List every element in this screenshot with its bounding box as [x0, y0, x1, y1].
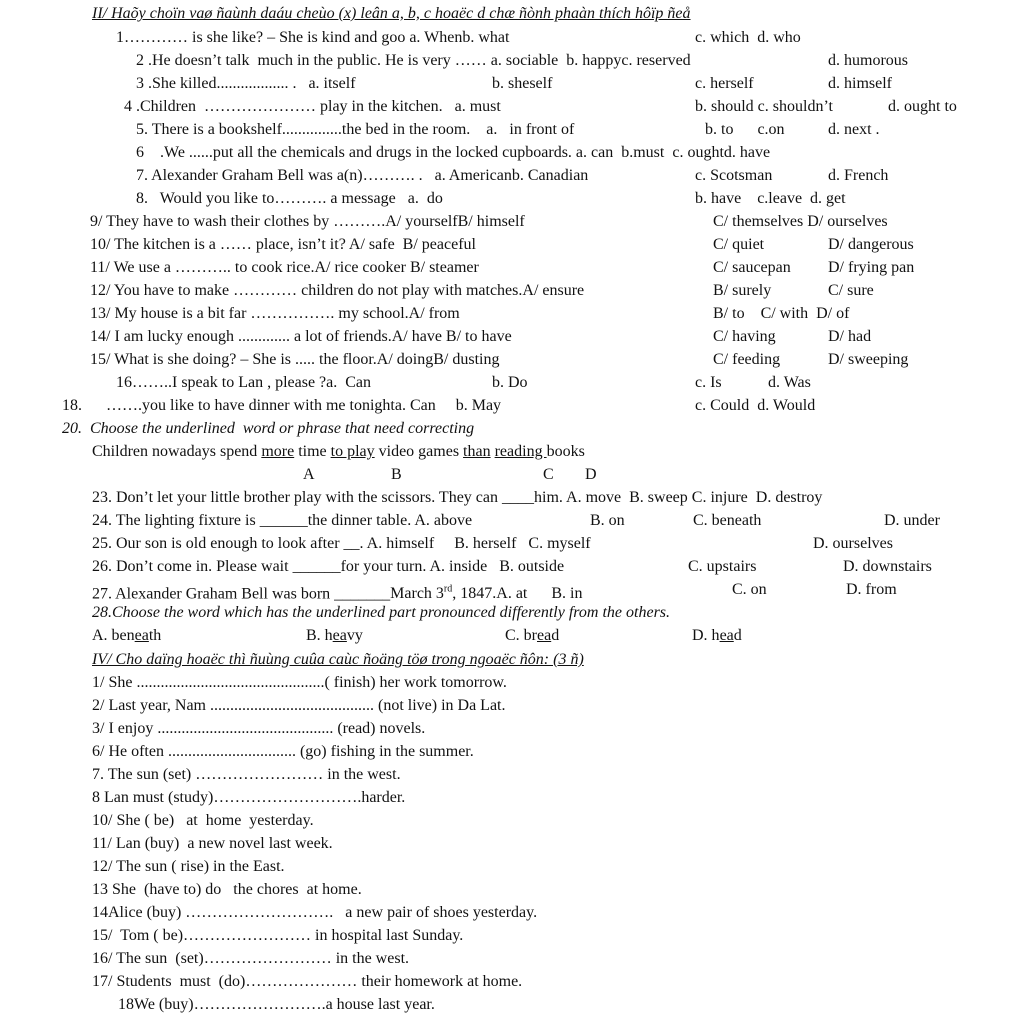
- question-stem: 23. Don’t let your little brother play with the scissors. They can: [92, 489, 502, 506]
- q28-text: d: [551, 627, 560, 644]
- verb-exercise: 1/ She ...............................................( finish) her work tomorrow.: [92, 674, 507, 691]
- question-option-d: D/ dangerous: [828, 236, 914, 253]
- question-stem: 15/ What is she doing? – She is ..... the floor.A/ doingB/ dusting: [90, 351, 500, 368]
- question-option-b: b. Do: [492, 374, 528, 391]
- question-stem: 11/ We use a ……….. to cook rice.A/ rice cooker B/ steamer: [90, 259, 479, 276]
- q20-underlined-a: more: [261, 443, 295, 460]
- answer-blank: __: [343, 535, 360, 552]
- question-option-c: C/ saucepan: [713, 259, 791, 276]
- question-stem: 10/ The kitchen is a …… place, isn’t it? A/ safe B/ peaceful: [90, 236, 476, 253]
- question-line: [92, 534, 591, 554]
- q28-text: th: [148, 627, 162, 644]
- question-option-d: D. ourselves: [813, 535, 893, 552]
- verb-exercise: 2/ Last year, Nam ......................................... (not live) in Da Lat.: [92, 697, 506, 714]
- verb-exercise: 12/ The sun ( rise) in the East.: [92, 858, 285, 875]
- question-option-c: B/ to C/ with D/ of: [713, 305, 850, 322]
- section-title: II/ Haõy choïn vaø ñaùnh daáu cheùo (x) leân a, b, c hoaëc d chæ ñònh phaàn thích hôïp ñeå: [92, 5, 691, 22]
- verb-exercise: 14Alice (buy) ………………………. a new pair of shoes yesterday.: [92, 904, 538, 921]
- question-options: for your turn. A. inside B. outside: [340, 558, 565, 575]
- question-option-d: D/ sweeping: [828, 351, 909, 368]
- q28-option-a: [92, 626, 161, 646]
- question-option-c: C. beneath: [693, 512, 762, 529]
- question-stem: 25. Our son is old enough to look after: [92, 535, 344, 552]
- question-option-c: C. upstairs: [688, 558, 757, 575]
- q28-heading: 28.Choose the word which has the underlined part pronounced differently from the others.: [92, 604, 671, 621]
- question-option-c: C/ quiet: [713, 236, 765, 253]
- q28-text: d: [733, 627, 742, 644]
- question-option-c: c. Scotsman: [695, 167, 773, 184]
- question-stem: 4 .Children ………………… play in the kitchen. a. must: [124, 98, 501, 115]
- q28-underlined: ea: [332, 627, 347, 644]
- question-option-d: D. under: [884, 512, 940, 529]
- question-stem: 6 .We ......put all the chemicals and drugs in the locked cupboards. a. can b.must c. oughtd. have: [136, 144, 771, 161]
- verb-exercise: 16/ The sun (set)…………………… in the west.: [92, 950, 410, 967]
- q20-text: Children nowadays spend: [92, 443, 262, 460]
- q20-label-c: C: [543, 466, 554, 483]
- question-stem: 24. The lighting fixture is: [92, 512, 260, 529]
- verb-exercise: 18We (buy)…………………….a house last year.: [118, 996, 435, 1013]
- question-line: [92, 488, 822, 508]
- question-stem: 9/ They have to wash their clothes by ……….A/ yourselfB/ himself: [90, 213, 525, 230]
- question-option-c: b. to c.on: [705, 121, 785, 138]
- question-line: [92, 511, 472, 531]
- verb-exercise: 13 She (have to) do the chores at home.: [92, 881, 362, 898]
- question-options: d. humorous: [828, 52, 908, 69]
- question-option-d: d. French: [828, 167, 889, 184]
- question-line: [92, 557, 564, 577]
- verb-exercise: 3/ I enjoy ............................................ (read) novels.: [92, 720, 426, 737]
- question-stem: 26. Don’t come in. Please wait: [92, 558, 293, 575]
- q28-option-b: [306, 626, 363, 646]
- question-options: the dinner table. A. above: [307, 512, 473, 529]
- question-option-d: d. himself: [828, 75, 892, 92]
- question-options: March 3rd, 1847.A. at B. in: [390, 584, 583, 603]
- q20-label-d: D: [585, 466, 597, 483]
- verb-exercise: 11/ Lan (buy) a new novel last week.: [92, 835, 333, 852]
- question-stem: 14/ I am lucky enough ............. a lot of friends.A/ have B/ to have: [90, 328, 512, 345]
- question-option-d: D. from: [846, 581, 897, 598]
- q20-heading: 20. Choose the underlined word or phrase that need correcting: [62, 420, 475, 437]
- verb-exercise: 17/ Students must (do)………………… their homework at home.: [92, 973, 523, 990]
- question-stem: 8. Would you like to………. a message a. do: [136, 190, 443, 207]
- question-option-d: C/ sure: [828, 282, 874, 299]
- q20-sentence: [92, 442, 585, 462]
- question-line: [92, 580, 583, 603]
- question-option-c: c. herself: [695, 75, 754, 92]
- q20-label-b: B: [391, 466, 402, 483]
- question-stem: 5. There is a bookshelf...............the bed in the room. a. in front of: [136, 121, 575, 138]
- verb-exercise: 6/ He often ................................ (go) fishing in the summer.: [92, 743, 474, 760]
- answer-blank: ______: [259, 512, 308, 529]
- question-option-d: d. Was: [768, 374, 811, 391]
- question-options: c. which d. who: [695, 29, 801, 46]
- question-stem: 1………… is she like? – She is kind and goo a. Whenb. what: [116, 29, 510, 46]
- question-option-b: b. sheself: [492, 75, 553, 92]
- question-option-b: B. on: [590, 512, 625, 529]
- verb-exercise: 15/ Tom ( be)…………………… in hospital last Sunday.: [92, 927, 464, 944]
- question-stem: 7. Alexander Graham Bell was a(n)………. . a. Americanb. Canadian: [136, 167, 589, 184]
- question-option-c: C/ having: [713, 328, 776, 345]
- question-option-c: c. Could d. Would: [695, 397, 816, 414]
- question-options: . A. himself B. herself C. myself: [359, 535, 591, 552]
- question-option-c: C/ themselves D/ ourselves: [713, 213, 888, 230]
- q28-text: C. br: [505, 627, 537, 644]
- question-option-d: D. downstairs: [843, 558, 932, 575]
- q28-text: vy: [346, 627, 363, 644]
- question-option-d: d. next .: [828, 121, 880, 138]
- q20-underlined-c: than: [463, 443, 491, 460]
- q28-text: A. ben: [92, 627, 135, 644]
- q28-underlined: ea: [134, 627, 149, 644]
- question-option-d: D/ had: [828, 328, 872, 345]
- question-stem: 13/ My house is a bit far ……………. my school.A/ from: [90, 305, 460, 322]
- q28-underlined: ea: [537, 627, 552, 644]
- q28-option-c: [505, 626, 559, 646]
- q20-underlined-b: to play: [330, 443, 375, 460]
- question-option-c: c. Is: [695, 374, 722, 391]
- question-stem: 3 .She killed.................. . a. itself: [136, 75, 356, 92]
- q28-underlined: ea: [719, 627, 734, 644]
- question-option-c: C. on: [732, 581, 767, 598]
- q20-text: books: [546, 443, 585, 460]
- question-option-c: C/ feeding: [713, 351, 781, 368]
- verb-exercise: 8 Lan must (study)……………………….harder.: [92, 789, 406, 806]
- q20-text: time: [294, 443, 331, 460]
- answer-blank: ______: [292, 558, 341, 575]
- q20-text: video games: [374, 443, 464, 460]
- question-stem: 27. Alexander Graham Bell was born: [92, 585, 335, 603]
- question-option-c: B/ surely: [713, 282, 772, 299]
- question-stem: 12/ You have to make ………… children do not play with matches.A/ ensure: [90, 282, 585, 299]
- q28-text: D. h: [692, 627, 720, 644]
- question-option-d: d. ought to: [888, 98, 957, 115]
- q28-option-d: [692, 626, 742, 646]
- question-stem: 2 .He doesn’t talk much in the public. He is very …… a. sociable b. happyc. reserved: [136, 52, 691, 69]
- question-stem: …….you like to have dinner with me tonighta. Can b. May: [106, 397, 502, 414]
- q20-underlined-d: reading: [494, 443, 547, 460]
- question-stem: 16……..I speak to Lan , please ?a. Can: [116, 374, 372, 391]
- verb-exercise: 10/ She ( be) at home yesterday.: [92, 812, 314, 829]
- question-option-c: b. should c. shouldn’t: [695, 98, 833, 115]
- question-options: him. A. move B. sweep C. injure D. destroy: [534, 489, 823, 506]
- question-option-c: b. have c.leave d. get: [695, 190, 846, 207]
- answer-blank: _______: [334, 585, 391, 603]
- question-number: 18.: [62, 397, 82, 414]
- section-title: IV/ Cho daïng hoaëc thì ñuùng cuûa caùc ñoäng töø trong ngoaëc ñôn: (3 ñ): [92, 651, 584, 668]
- answer-blank: ____: [502, 489, 534, 506]
- verb-exercise: 7. The sun (set) …………………… in the west.: [92, 766, 401, 783]
- q20-label-a: A: [303, 466, 315, 483]
- question-option-d: D/ frying pan: [828, 259, 915, 276]
- q28-text: B. h: [306, 627, 333, 644]
